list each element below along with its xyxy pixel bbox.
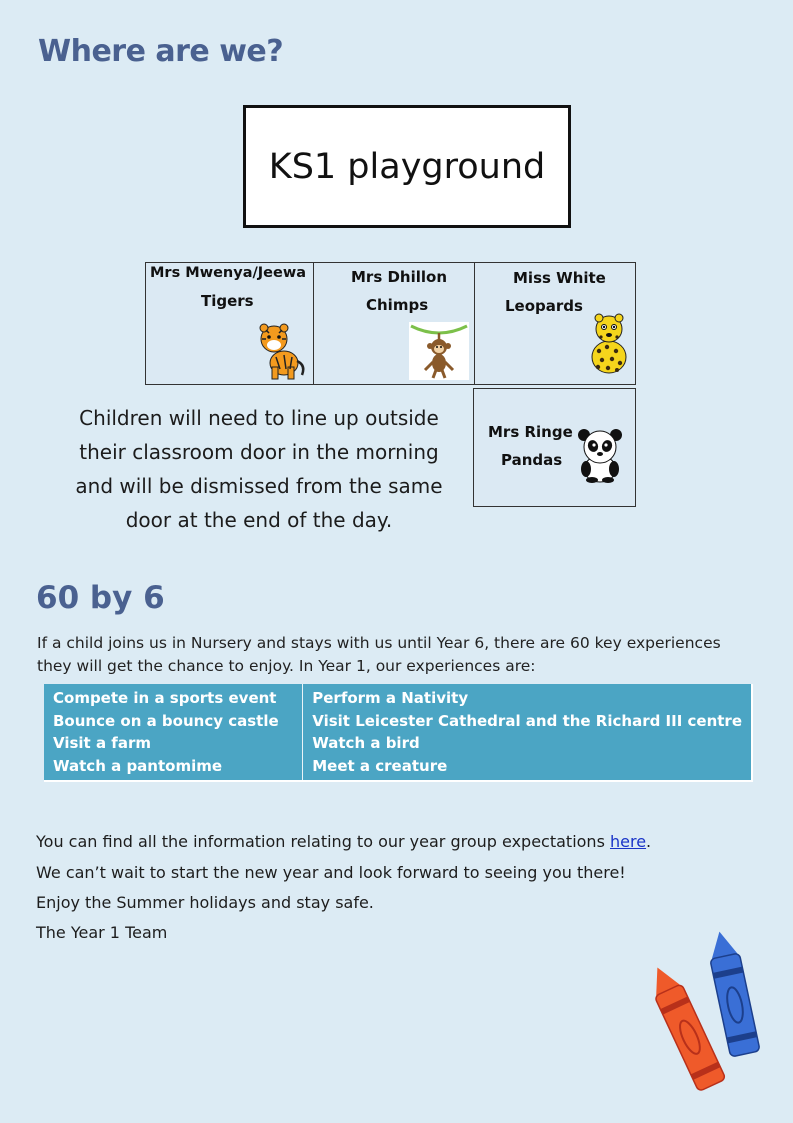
info-end: . [646, 832, 652, 851]
experience-item: Meet a creature [312, 756, 448, 775]
classroom-leopards [474, 262, 636, 385]
tiger-icon [254, 321, 306, 381]
experience-item: Watch a bird [312, 734, 420, 752]
experience-item: Compete in a sports event [53, 689, 277, 707]
teacher-name: Mrs Ringe [488, 423, 573, 441]
experience-item: Watch a pantomime [53, 756, 223, 775]
leopard-icon [585, 307, 631, 377]
info-text: You can find all the information relating to our year group expectations [36, 832, 610, 851]
teacher-name: Mrs Mwenya/Jeewa [150, 265, 307, 281]
experience-item: Visit a farm [53, 734, 151, 752]
class-name: Chimps [366, 296, 429, 314]
panda-icon [574, 427, 626, 483]
info-line [36, 832, 651, 851]
experiences-table [44, 684, 753, 782]
experiences-column-right [303, 684, 751, 780]
classroom-pandas [473, 388, 636, 507]
page-title: Where are we? [38, 34, 284, 69]
teacher-name: Mrs Dhillon [351, 268, 448, 286]
expectations-link[interactable]: here [609, 832, 647, 851]
section-title: 60 by 6 [36, 580, 165, 616]
holiday-line: Enjoy the Summer holidays and stay safe. [36, 893, 374, 912]
crayons-icon [650, 925, 770, 1105]
class-name: Tigers [201, 292, 254, 310]
monkey-icon [409, 322, 469, 380]
location-label: KS1 playground [268, 146, 546, 187]
welcome-line: We can’t wait to start the new year and look forward to seeing you there! [36, 863, 626, 882]
experiences-column-left [44, 684, 303, 780]
class-name: Leopards [505, 297, 583, 315]
teacher-name: Miss White [513, 269, 606, 287]
experience-item: Bounce on a bouncy castle [53, 711, 279, 730]
location-box [243, 105, 571, 228]
lineup-text: Children will need to line up outside their classroom door in the morning and will be dismissed from the same door at the end of the day. [75, 406, 443, 532]
class-name: Pandas [501, 451, 563, 469]
experience-item: Visit Leicester Cathedral and the Richard III centre [312, 711, 742, 730]
signoff: The Year 1 Team [36, 923, 168, 942]
classroom-chimps [313, 262, 476, 385]
experience-item: Perform a Nativity [312, 689, 469, 707]
experiences-intro: If a child joins us in Nursery and stays with us until Year 6, there are 60 key experiences they will get the chance to enjoy. In Year 1, our experiences are: [37, 634, 721, 675]
classroom-tigers [145, 262, 315, 385]
